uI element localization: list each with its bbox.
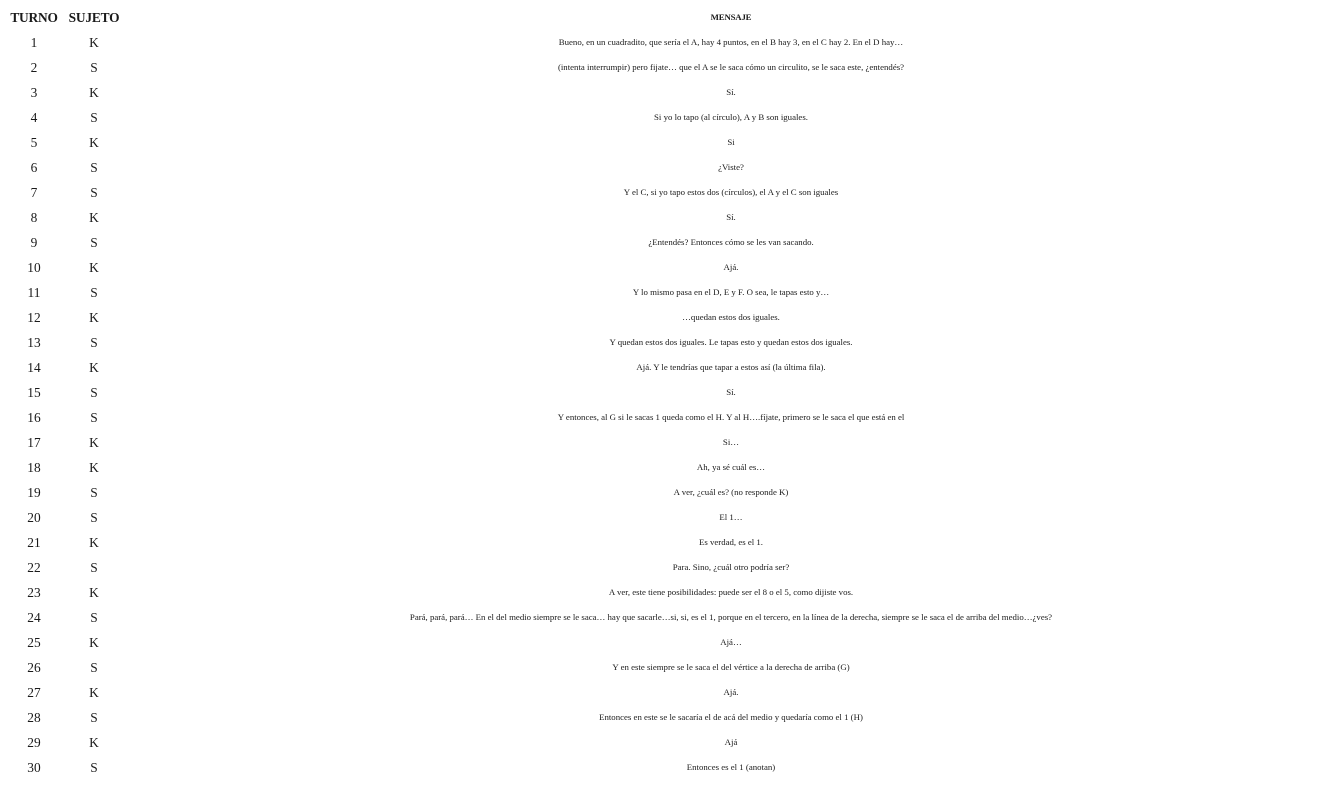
turno-cell: 28 — [27, 710, 41, 725]
sujeto-cell: K — [89, 260, 99, 275]
sujeto-cell: S — [90, 610, 98, 625]
turno-cell: 7 — [30, 185, 38, 200]
turno-cell: 16 — [27, 410, 41, 425]
header-sujeto: SUJETO — [68, 10, 120, 25]
header-turno: TURNO — [10, 10, 58, 25]
turno-cell: 5 — [30, 135, 38, 150]
table-row — [0, 455, 1342, 480]
table-row — [0, 180, 1342, 205]
turno-cell: 20 — [27, 510, 41, 525]
table-row — [0, 630, 1342, 655]
table-row — [0, 530, 1342, 555]
mensaje-cell: Para. Sino, ¿cuál otro podría ser? — [672, 562, 790, 572]
mensaje-cell: A ver, este tiene posibilidades: puede ser el 8 o el 5, como dijiste vos. — [608, 587, 854, 597]
turno-cell: 26 — [27, 660, 41, 675]
sujeto-cell: S — [90, 160, 98, 175]
turno-cell: 23 — [27, 585, 41, 600]
sujeto-cell: S — [90, 285, 98, 300]
mensaje-cell: …quedan estos dos iguales. — [682, 312, 780, 322]
table-row — [0, 130, 1342, 155]
mensaje-cell: Si… — [722, 437, 740, 447]
mensaje-cell: Y lo mismo pasa en el D, E y F. O sea, le tapas esto y… — [632, 287, 830, 297]
sujeto-cell: K — [89, 360, 99, 375]
mensaje-cell: Bueno, en un cuadradito, que sería el A, hay 4 puntos, en el B hay 3, en el C hay 2. En el D hay… — [558, 37, 904, 47]
sujeto-cell: K — [89, 210, 99, 225]
turno-cell: 2 — [30, 60, 38, 75]
mensaje-cell: Pará, pará, pará… En el del medio siempre se le saca… hay que sacarle…si, si, es el 1, porque en el tercero, en la línea de la derecha, siempre se le saca el de arriba del medio…¿ves? — [409, 612, 1053, 622]
turno-cell: 25 — [27, 635, 41, 650]
turno-cell: 6 — [30, 160, 38, 175]
mensaje-cell: Entonces en este se le sacaría el de acá del medio y quedaría como el 1 (H) — [599, 712, 863, 722]
table-row — [0, 405, 1342, 430]
sujeto-cell: S — [90, 235, 98, 250]
table-row — [0, 55, 1342, 80]
sujeto-cell: S — [90, 485, 98, 500]
table-row — [0, 105, 1342, 130]
sujeto-cell: S — [90, 110, 98, 125]
sujeto-cell: S — [90, 385, 98, 400]
mensaje-cell: Y en este siempre se le saca el del vértice a la derecha de arriba (G) — [612, 662, 850, 672]
mensaje-cell: Ajá — [724, 737, 738, 747]
table-row — [0, 505, 1342, 530]
mensaje-cell: ¿Viste? — [718, 162, 744, 172]
turno-cell: 12 — [27, 310, 41, 325]
table-row — [0, 555, 1342, 580]
mensaje-cell: ¿Entendés? Entonces cómo se les van sacando. — [648, 237, 814, 247]
turno-cell: 30 — [27, 760, 41, 775]
sujeto-cell: S — [90, 185, 98, 200]
turno-cell: 15 — [27, 385, 41, 400]
sujeto-cell: S — [90, 410, 98, 425]
mensaje-cell: Ajá. — [723, 687, 739, 697]
turno-cell: 3 — [30, 85, 38, 100]
sujeto-cell: K — [89, 435, 99, 450]
turno-cell: 11 — [27, 285, 41, 300]
sujeto-cell: K — [89, 585, 99, 600]
table-row — [0, 280, 1342, 305]
turno-cell: 18 — [27, 460, 41, 475]
table-header — [0, 5, 1342, 30]
table-row — [0, 305, 1342, 330]
table-row — [0, 680, 1342, 705]
mensaje-cell: Si — [727, 137, 735, 147]
table-row — [0, 255, 1342, 280]
sujeto-cell: K — [89, 535, 99, 550]
sujeto-cell: S — [90, 660, 98, 675]
sujeto-cell: S — [90, 710, 98, 725]
table-row — [0, 355, 1342, 380]
turno-cell: 10 — [27, 260, 41, 275]
sujeto-cell: K — [89, 685, 99, 700]
mensaje-cell: Sí. — [726, 87, 736, 97]
table-row — [0, 205, 1342, 230]
sujeto-cell: S — [90, 760, 98, 775]
table-row — [0, 655, 1342, 680]
turno-cell: 4 — [30, 110, 38, 125]
mensaje-cell: Ah, ya sé cuál es… — [696, 462, 766, 472]
sujeto-cell: S — [90, 60, 98, 75]
turno-cell: 13 — [27, 335, 41, 350]
mensaje-cell: Si yo lo tapo (al círculo), A y B son iguales. — [654, 112, 808, 122]
mensaje-cell: Y el C, si yo tapo estos dos (círculos), el A y el C son iguales — [623, 187, 839, 197]
table-row — [0, 155, 1342, 180]
table-row — [0, 705, 1342, 730]
table-row — [0, 330, 1342, 355]
mensaje-cell: Es verdad, es el 1. — [698, 537, 763, 547]
table-row — [0, 755, 1342, 780]
sujeto-cell: S — [90, 510, 98, 525]
table-row — [0, 580, 1342, 605]
mensaje-cell: Y quedan estos dos iguales. Le tapas esto y quedan estos dos iguales. — [609, 337, 853, 347]
sujeto-cell: K — [89, 460, 99, 475]
mensaje-cell: Ajá. Y le tendrías que tapar a estos así (la última fila). — [636, 362, 826, 372]
mensaje-cell: (intenta interrumpir) pero fijate… que el A se le saca cómo un circulito, se le saca este, ¿entendés? — [557, 62, 905, 72]
mensaje-cell: Entonces es el 1 (anotan) — [686, 762, 776, 772]
table-row — [0, 730, 1342, 755]
turno-cell: 21 — [27, 535, 41, 550]
table-row — [0, 605, 1342, 630]
table-row — [0, 30, 1342, 55]
sujeto-cell: K — [89, 735, 99, 750]
mensaje-cell: Y entonces, al G si le sacas 1 queda como el H. Y al H….fíjate, primero se le saca el que está en el — [557, 412, 905, 422]
turno-cell: 9 — [30, 235, 38, 250]
turno-cell: 29 — [27, 735, 41, 750]
sujeto-cell: K — [89, 135, 99, 150]
table-row — [0, 430, 1342, 455]
sujeto-cell: K — [89, 310, 99, 325]
sujeto-cell: S — [90, 335, 98, 350]
table-body — [0, 30, 1342, 780]
sujeto-cell: K — [89, 85, 99, 100]
mensaje-cell: Ajá. — [723, 262, 739, 272]
turno-cell: 14 — [27, 360, 41, 375]
turno-cell: 1 — [30, 35, 38, 50]
table-row — [0, 480, 1342, 505]
sujeto-cell: K — [89, 35, 99, 50]
transcript-table — [0, 5, 1342, 780]
sujeto-cell: K — [89, 635, 99, 650]
turno-cell: 27 — [27, 685, 41, 700]
mensaje-cell: Sí. — [726, 387, 736, 397]
table-row — [0, 380, 1342, 405]
table-row — [0, 80, 1342, 105]
mensaje-cell: Sí. — [726, 212, 736, 222]
table-row — [0, 230, 1342, 255]
turno-cell: 8 — [30, 210, 38, 225]
mensaje-cell: Ajá… — [720, 637, 742, 647]
header-mensaje: MENSAJE — [710, 12, 752, 22]
turno-cell: 24 — [27, 610, 41, 625]
mensaje-cell: El 1… — [719, 512, 743, 522]
turno-cell: 22 — [27, 560, 41, 575]
turno-cell: 19 — [27, 485, 41, 500]
mensaje-cell: A ver, ¿cuál es? (no responde K) — [673, 487, 789, 497]
sujeto-cell: S — [90, 560, 98, 575]
turno-cell: 17 — [27, 435, 41, 450]
